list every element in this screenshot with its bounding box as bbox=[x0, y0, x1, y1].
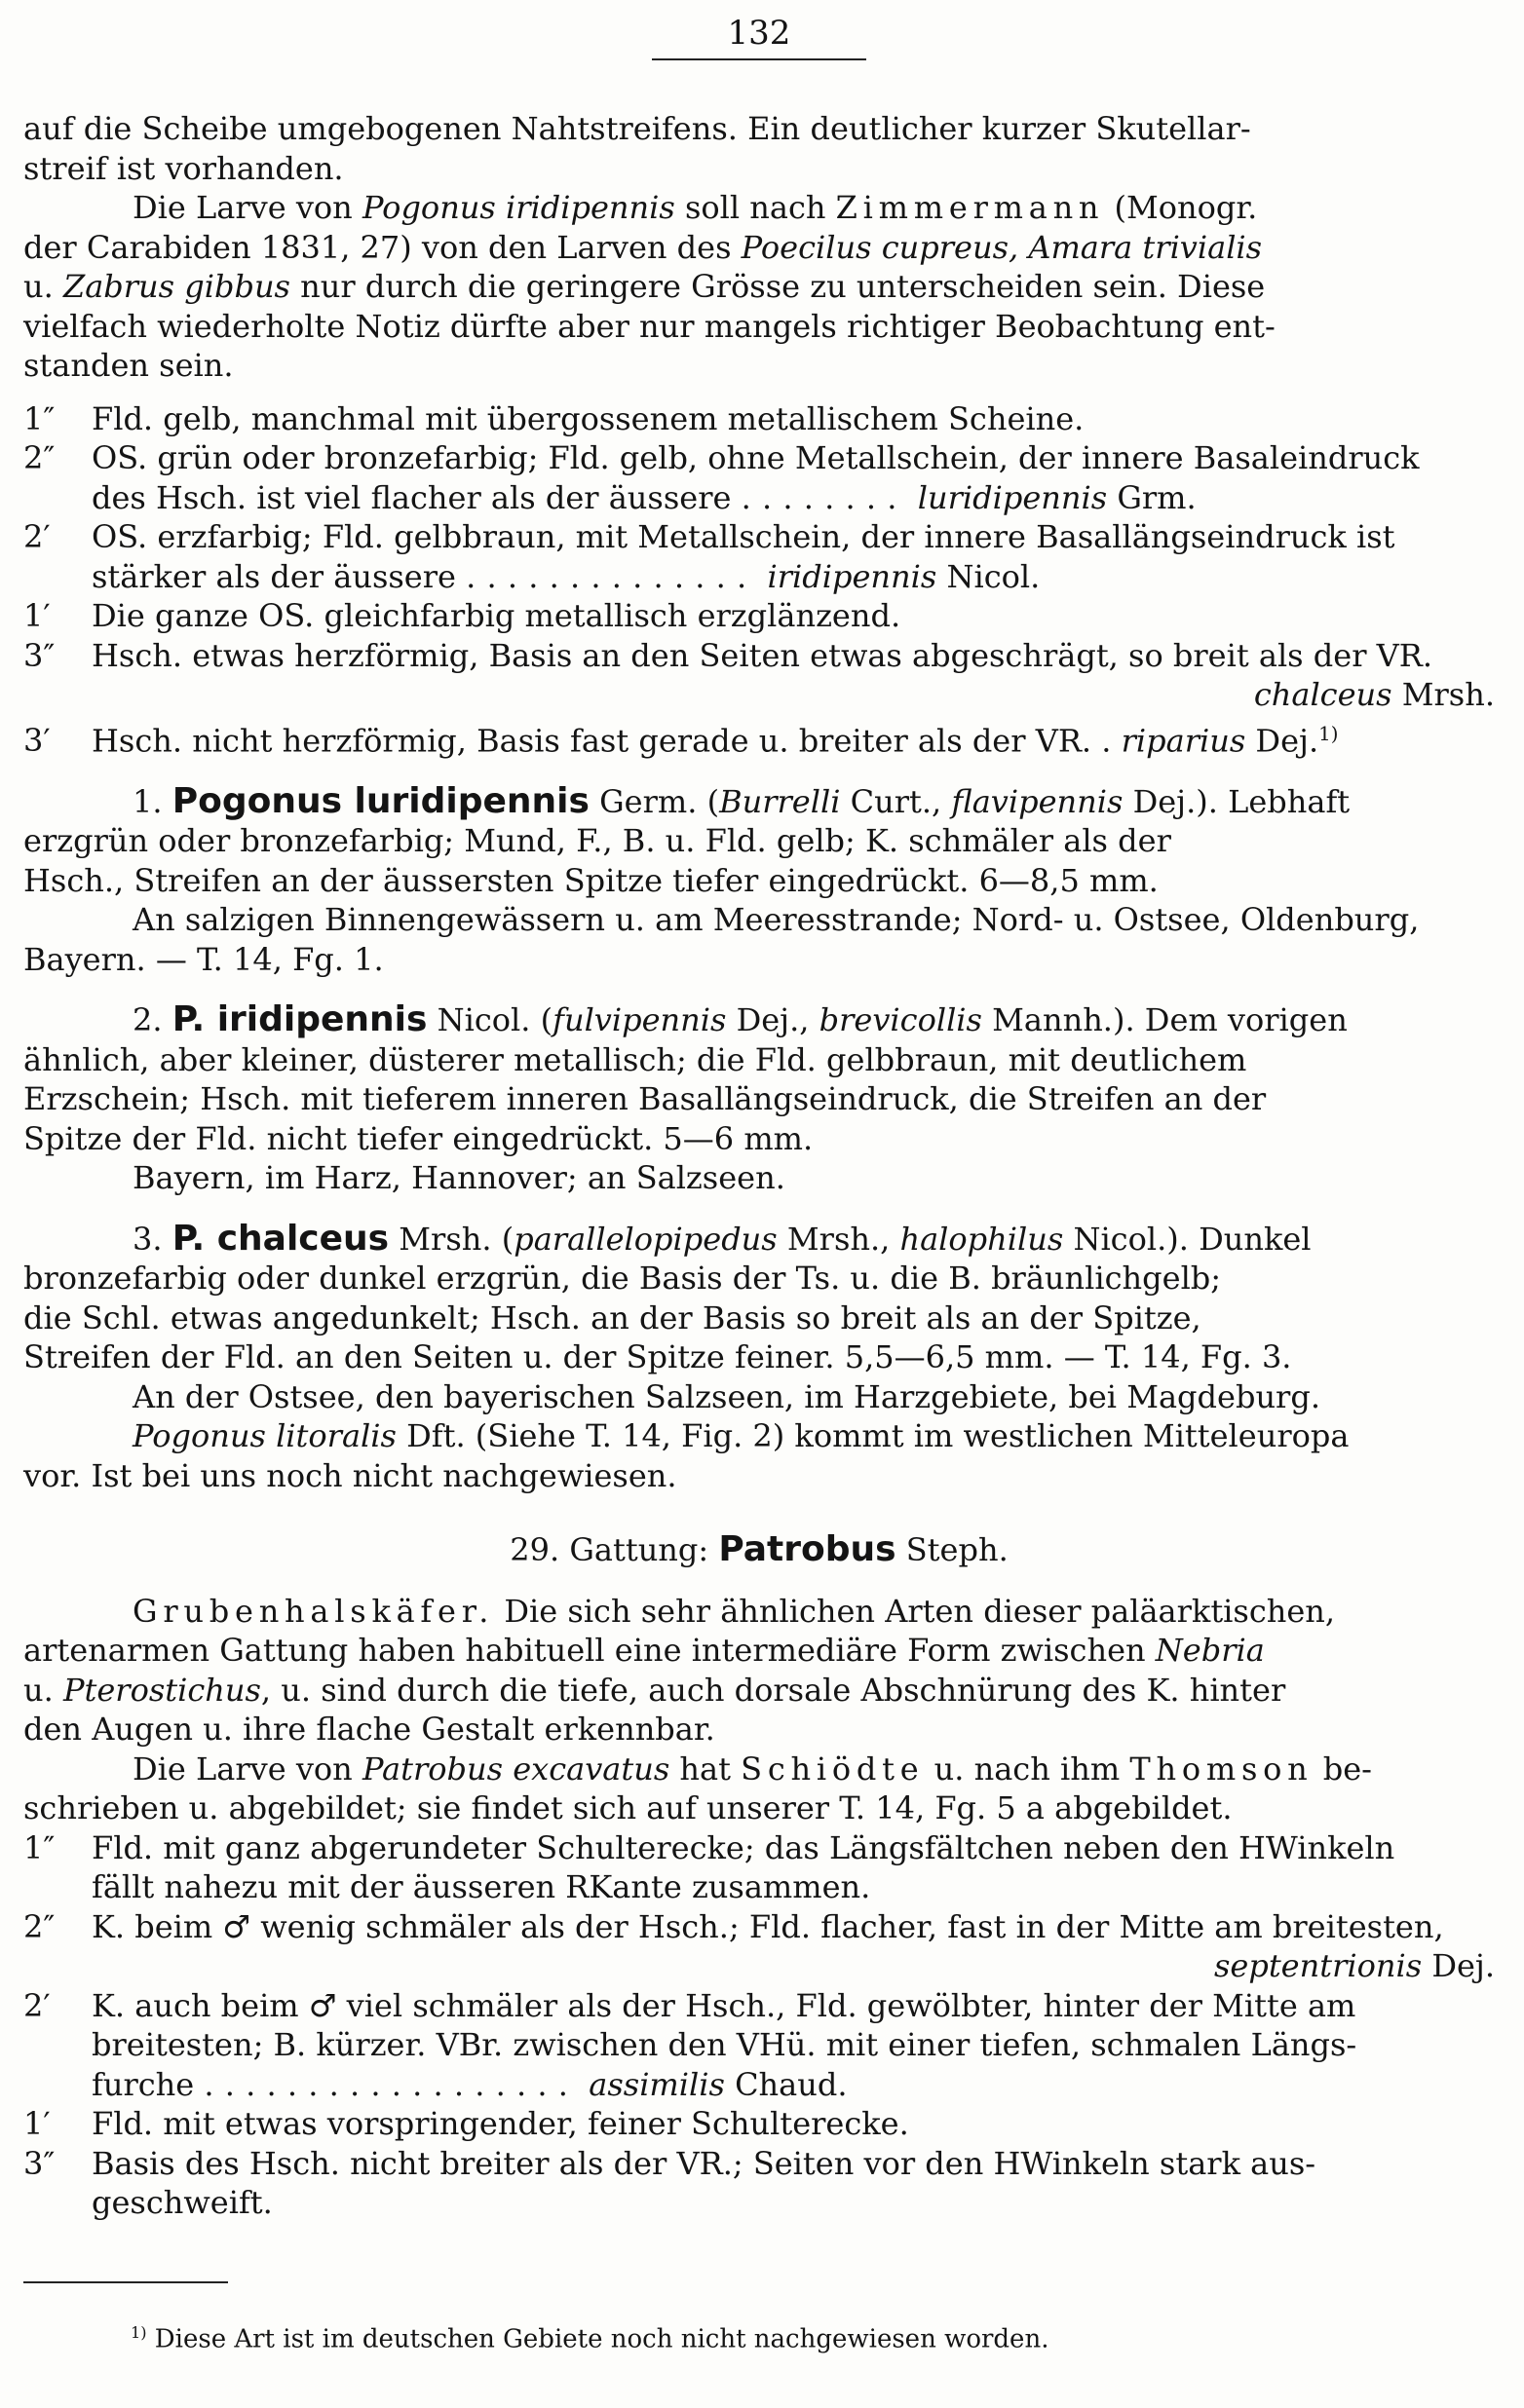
text-line: schrieben u. abgebildet; sie findet sich auf unserer T. 14, Fg. 5 a abgebildet. bbox=[23, 1789, 1233, 1827]
key-line: breitesten; B. kürzer. VBr. zwischen den VHü. mit einer tiefen, schmalen Längs- bbox=[92, 2026, 1357, 2064]
species-entry: 3. P. chalceus Mrsh. (parallelopipedus Mrsh., halophilus Nicol.). Dunkel bbox=[133, 1218, 1312, 1259]
male-symbol-icon: ♂ bbox=[308, 1986, 337, 2024]
text-line: Streifen der Fld. an den Seiten u. der Spitze feiner. 5,5—6,5 mm. — T. 14, Fg. 3. bbox=[23, 1338, 1292, 1376]
text-line: ähnlich, aber kleiner, düsterer metallisch; die Fld. gelbbraun, mit deutlichem bbox=[23, 1040, 1247, 1078]
text-line: Spitze der Fld. nicht tiefer eingedrückt. 5—6 mm. bbox=[23, 1119, 814, 1157]
key-line: septentrionis Dej. bbox=[1213, 1947, 1495, 1985]
key-entry: 2″ K. beim ♂ wenig schmäler als der Hsch.; Fld. flacher, fast in der Mitte am breitesten, bbox=[23, 1907, 1444, 1945]
text-line: Bayern, im Harz, Hannover; an Salzseen. bbox=[133, 1159, 785, 1197]
text-line: standen sein. bbox=[23, 347, 234, 384]
text-line: Pogonus litoralis Dft. (Siehe T. 14, Fig. 2) kommt im westlichen Mitteleuropa bbox=[133, 1417, 1350, 1455]
key-entry: 1″ Fld. mit ganz abgerundeter Schulterecke; das Längsfältchen neben den HWinkeln bbox=[23, 1828, 1395, 1866]
text-line: artenarmen Gattung haben habituell eine intermediäre Form zwischen Nebria bbox=[23, 1632, 1265, 1670]
page-number: 132 bbox=[727, 14, 791, 53]
footnote: $^{1)}$ Diese Art ist im deutschen Gebiete noch nicht nachgewiesen worden. bbox=[131, 2322, 1049, 2354]
key-entry: 3″ Hsch. etwas herzförmig, Basis an den Seiten etwas abgeschrägt, so breit als der VR. bbox=[23, 636, 1433, 674]
key-line: stärker als der äussere .............. iridipennis Nicol. bbox=[92, 557, 1041, 595]
text-line: der Carabiden 1831, 27) von den Larven des Poecilus cupreus, Amara trivialis bbox=[23, 228, 1263, 266]
key-entry: 3″ Basis des Hsch. nicht breiter als der VR.; Seiten vor den HWinkeln stark aus- bbox=[23, 2144, 1316, 2182]
text-line: Erzschein; Hsch. mit tieferem inneren Basallängseindruck, die Streifen an der bbox=[23, 1080, 1267, 1118]
text-line: u. Pterostichus, u. sind durch die tiefe, auch dorsale Abschnürung des K. hinter bbox=[23, 1671, 1286, 1709]
text-line: auf die Scheibe umgebogenen Nahtstreifens. Ein deutlicher kurzer Skutellar- bbox=[23, 110, 1251, 147]
text-line: Die Larve von Patrobus excavatus hat Schiödte u. nach ihm Thomson be- bbox=[133, 1750, 1372, 1787]
key-entry: 1′ Die ganze OS. gleichfarbig metallisch erzglänzend. bbox=[23, 597, 901, 634]
key-line: geschweift. bbox=[92, 2184, 273, 2222]
key-line: fällt nahezu mit der äusseren RKante zusammen. bbox=[92, 1868, 871, 1906]
text-line: bronzefarbig oder dunkel erzgrün, die Basis der Ts. u. die B. bräunlichgelb; bbox=[23, 1260, 1222, 1298]
key-entry: 1′ Fld. mit etwas vorspringender, feiner Schulterecke. bbox=[23, 2105, 909, 2143]
key-entry: 2′ OS. erzfarbig; Fld. gelbbraun, mit Metallschein, der innere Basallängseindruck ist bbox=[23, 518, 1395, 555]
text-line: Die Larve von Pogonus iridipennis soll nach Zimmermann (Monogr. bbox=[133, 189, 1258, 226]
key-line: chalceus Mrsh. bbox=[1253, 676, 1495, 713]
text-line: die Schl. etwas angedunkelt; Hsch. an der Basis so breit als an der Spitze, bbox=[23, 1298, 1201, 1336]
text-line: Grubenhalskäfer. Die sich sehr ähnlichen Arten dieser paläarktischen, bbox=[133, 1592, 1336, 1630]
male-symbol-icon: ♂ bbox=[222, 1907, 251, 1945]
key-entry: 2″ OS. grün oder bronzefarbig; Fld. gelb, ohne Metallschein, der innere Basaleindruck bbox=[23, 439, 1420, 476]
text-line: u. Zabrus gibbus nur durch die geringere Grösse zu unterscheiden sein. Diese bbox=[23, 268, 1266, 305]
key-entry: 3′ Hsch. nicht herzförmig, Basis fast gerade u. breiter als der VR. . riparius Dej.$^{1)}$ bbox=[23, 722, 1339, 760]
species-entry: 2. P. iridipennis Nicol. (fulvipennis Dej., brevicollis Mannh.). Dem vorigen bbox=[133, 999, 1348, 1040]
text-line: Hsch., Streifen an der äussersten Spitze tiefer eingedrückt. 6—8,5 mm. bbox=[23, 861, 1159, 899]
page-body bbox=[23, 109, 1495, 2223]
text-line: vielfach wiederholte Notiz dürfte aber nur mangels richtiger Beobachtung ent- bbox=[23, 307, 1276, 345]
key-entry: 2′ K. auch beim ♂ viel schmäler als der Hsch., Fld. gewölbter, hinter der Mitte am bbox=[23, 1986, 1356, 2024]
header-rule bbox=[652, 58, 866, 60]
text-line: erzgrün oder bronzefarbig; Mund, F., B. u. Fld. gelb; K. schmäler als der bbox=[23, 822, 1171, 860]
key-line: des Hsch. ist viel flacher als der äussere ........ luridipennis Grm. bbox=[92, 478, 1197, 516]
genus-heading: 29. Gattung: Patrobus Steph. bbox=[510, 1529, 1009, 1570]
text-line: Bayern. — T. 14, Fg. 1. bbox=[23, 940, 384, 978]
key-entry: 1″ Fld. gelb, manchmal mit übergossenem metallischem Scheine. bbox=[23, 399, 1085, 437]
text-line: An salzigen Binnengewässern u. am Meeresstrande; Nord- u. Ostsee, Oldenburg, bbox=[133, 901, 1420, 939]
text-line: An der Ostsee, den bayerischen Salzseen, im Harzgebiete, bei Magdeburg. bbox=[133, 1377, 1320, 1415]
footnote-ref: 1) bbox=[1318, 722, 1339, 745]
species-entry: 1. Pogonus luridipennis Germ. (Burrelli Curt., flavipennis Dej.). Lebhaft bbox=[133, 780, 1351, 821]
text-line: vor. Ist bei uns noch nicht nachgewiesen. bbox=[23, 1456, 677, 1494]
key-line: furche .................. assimilis Chaud. bbox=[92, 2065, 848, 2103]
text-line: streif ist vorhanden. bbox=[23, 149, 344, 187]
text-line: den Augen u. ihre flache Gestalt erkennbar. bbox=[23, 1711, 715, 1749]
footnote-rule bbox=[23, 2281, 228, 2283]
